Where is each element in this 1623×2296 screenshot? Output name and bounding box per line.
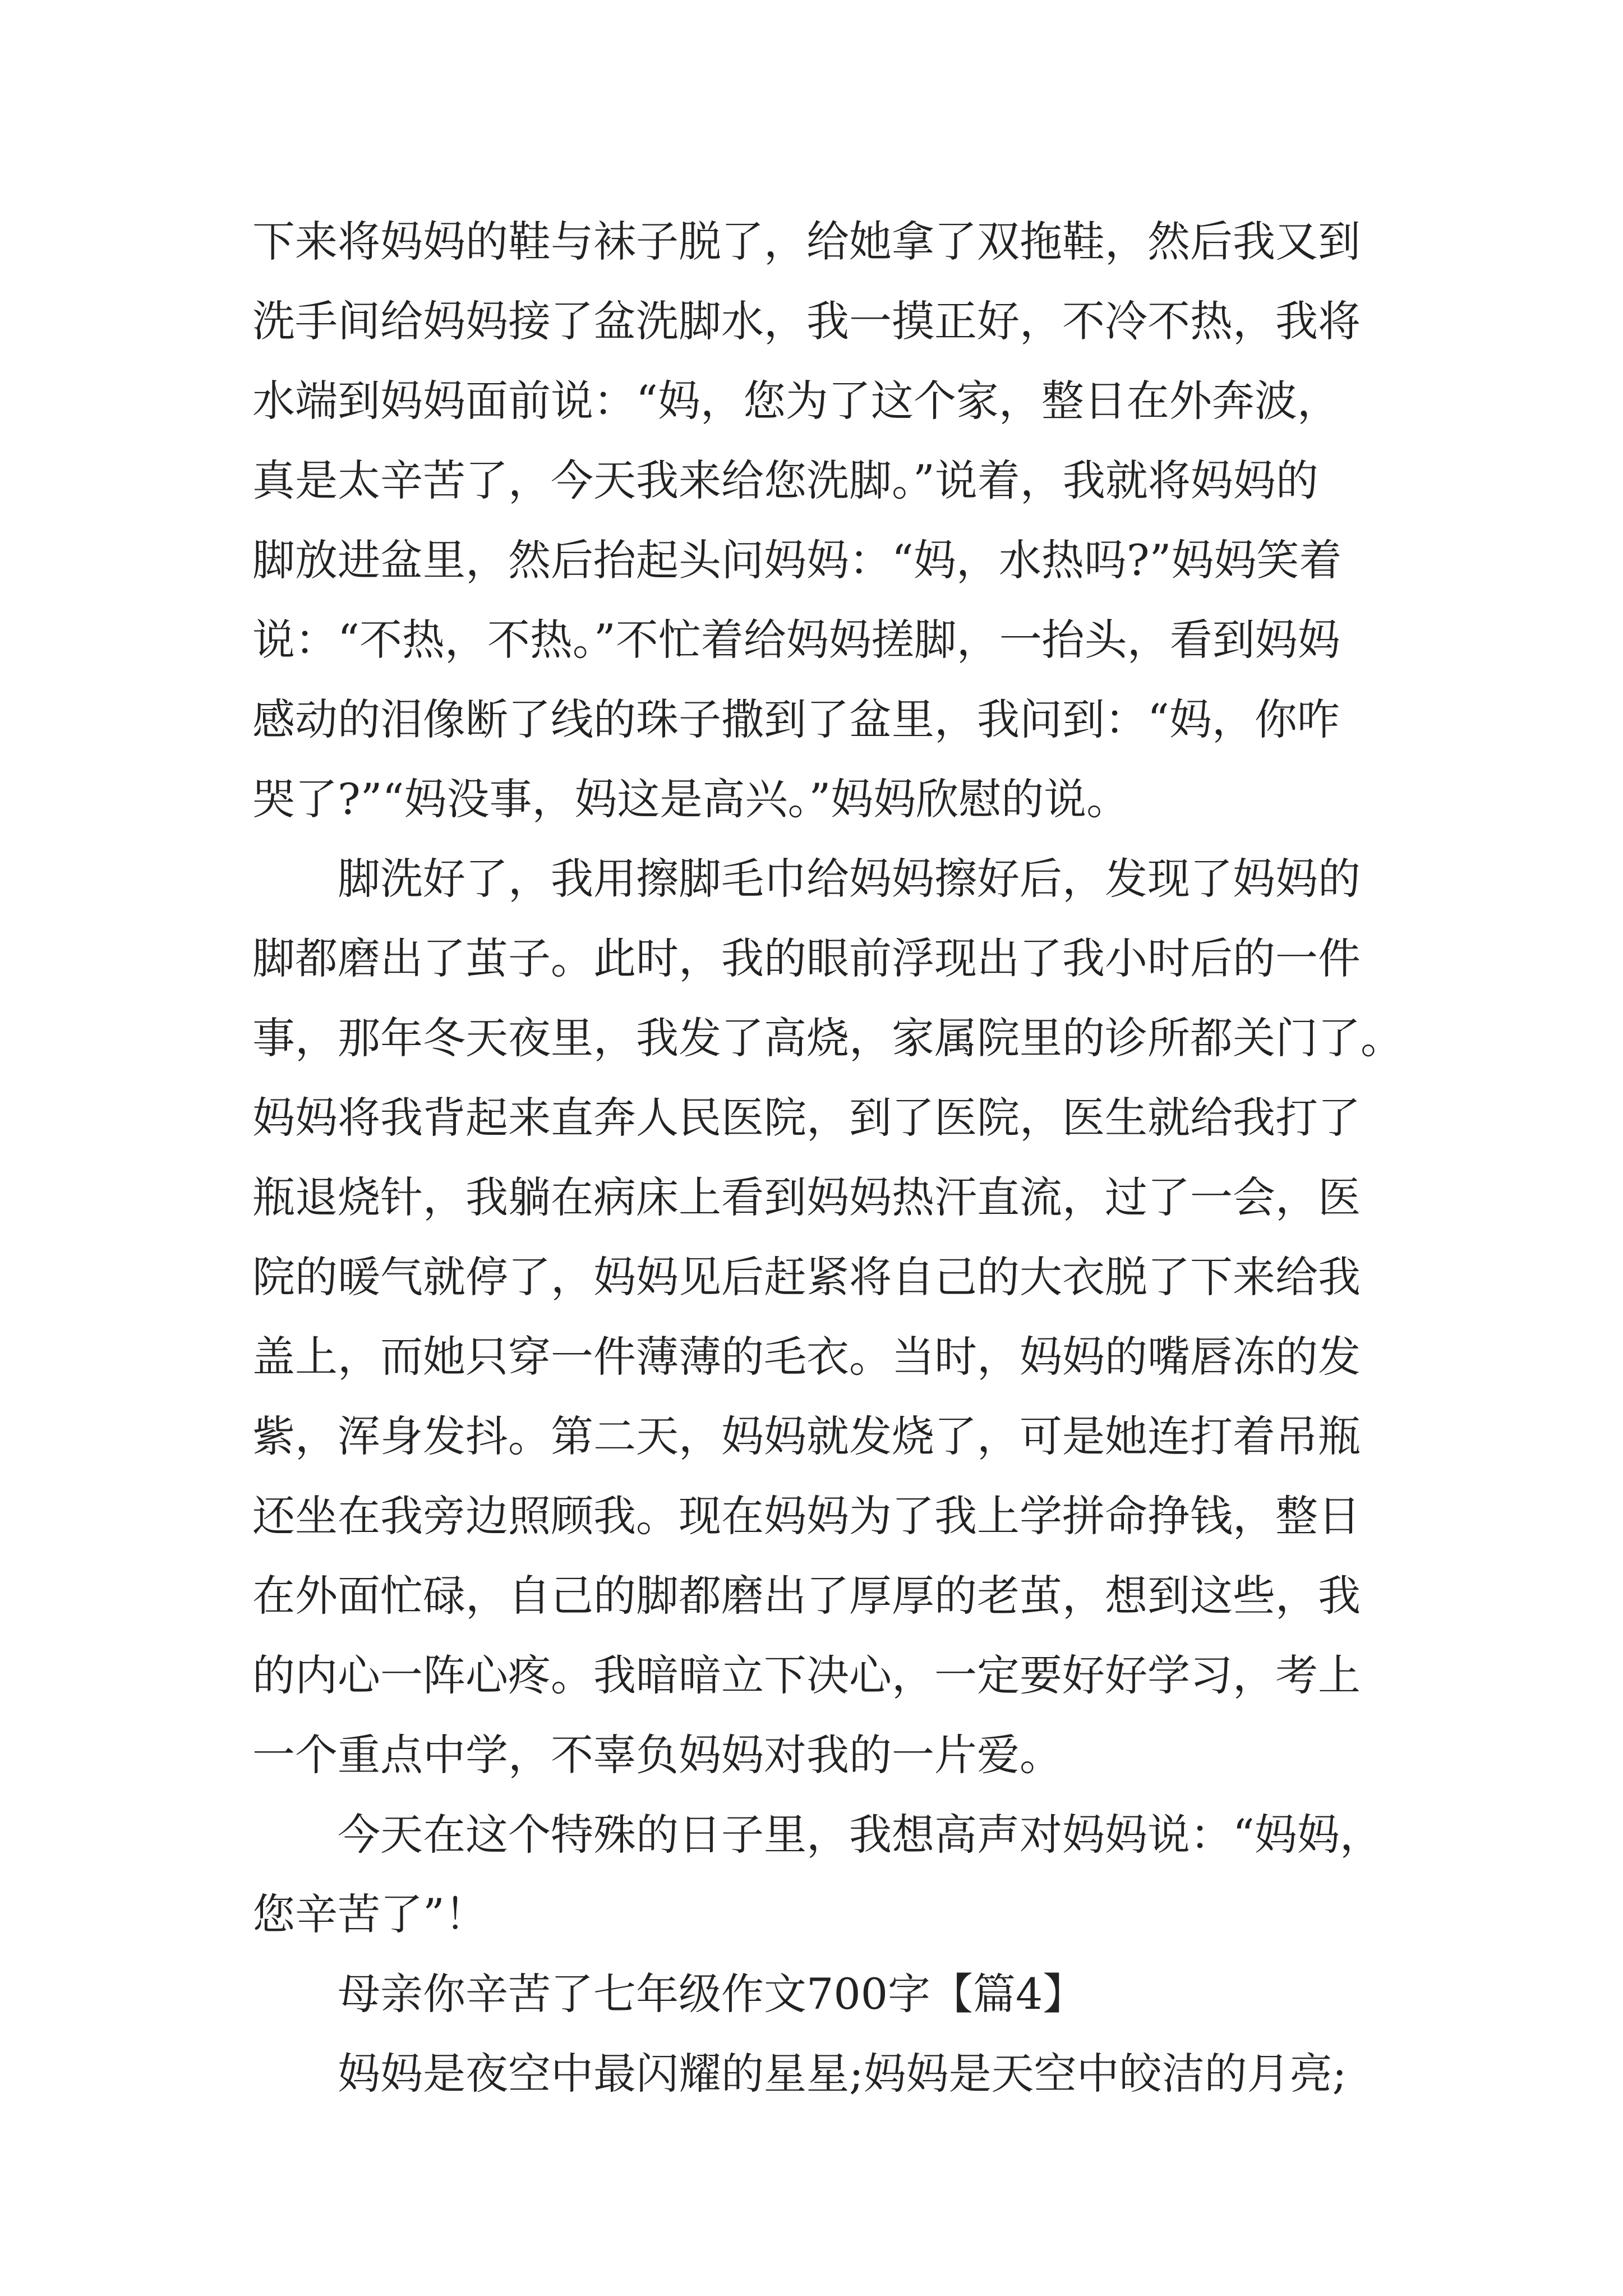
text-line: 今天在这个特殊的日子里，我想高声对妈妈说：“妈妈， [338,1810,1382,1860]
paragraph [252,2034,1396,2114]
text-line: 感动的泪像断了线的珠子撒到了盆里，我问到：“妈，你咋 [252,694,1340,744]
text-line: 哭了?”“妈没事，妈这是高兴。”妈妈欣慰的说。 [252,774,1129,824]
text-line: 下来将妈妈的鞋与袜子脱了，给她拿了双拖鞋，然后我又到 [252,217,1361,266]
paragraph [252,202,1396,839]
text-line: 的内心一阵心疼。我暗暗立下决心，一定要好好学习，考上 [252,1650,1361,1700]
text-line: 真是太辛苦了，今天我来给您洗脚。”说着，我就将妈妈的 [252,455,1318,505]
essay-body [252,202,1403,2114]
text-line: 妈妈是夜空中最闪耀的星星;妈妈是天空中皎洁的月亮; [338,2049,1347,2099]
text-line: 事，那年冬天夜里，我发了高烧，家属院里的诊所都关门了。 [252,1013,1403,1063]
text-line: 脚放进盆里，然后抬起头问妈妈：“妈，水热吗?”妈妈笑着 [252,535,1342,585]
text-line: 洗手间给妈妈接了盆洗脚水，我一摸正好，不冷不热，我将 [252,296,1361,346]
text-line: 瓶退烧针，我躺在病床上看到妈妈热汗直流，过了一会，医 [252,1172,1361,1222]
section-heading [252,1954,1396,2034]
text-line: 妈妈将我背起来直奔人民医院，到了医院，医生就给我打了 [252,1093,1361,1143]
paragraph [252,1795,1396,1954]
text-line: 脚都磨出了茧子。此时，我的眼前浮现出了我小时后的一件 [252,933,1361,983]
text-line: 盖上，而她只穿一件薄薄的毛衣。当时，妈妈的嘴唇冻的发 [252,1332,1361,1382]
text-line: 脚洗好了，我用擦脚毛巾给妈妈擦好后，发现了妈妈的 [338,854,1361,904]
heading-line: 母亲你辛苦了七年级作文700字【篇4】 [338,1969,1086,2019]
text-line: 在外面忙碌，自己的脚都磨出了厚厚的老茧，想到这些，我 [252,1571,1361,1621]
text-line: 院的暖气就停了，妈妈见后赶紧将自己的大衣脱了下来给我 [252,1252,1361,1302]
paragraph [252,839,1403,1795]
text-line: 您辛苦了”！ [252,1889,487,1939]
text-line: 一个重点中学，不辜负妈妈对我的一片爱。 [252,1730,1062,1780]
text-line: 说：“不热，不热。”不忙着给妈妈搓脚，一抬头，看到妈妈 [252,615,1340,665]
text-line: 紫，浑身发抖。第二天，妈妈就发烧了，可是她连打着吊瓶 [252,1411,1361,1461]
text-line: 水端到妈妈面前说：“妈，您为了这个家，整日在外奔波， [252,376,1340,426]
text-line: 还坐在我旁边照顾我。现在妈妈为了我上学拼命挣钱，整日 [252,1491,1361,1541]
